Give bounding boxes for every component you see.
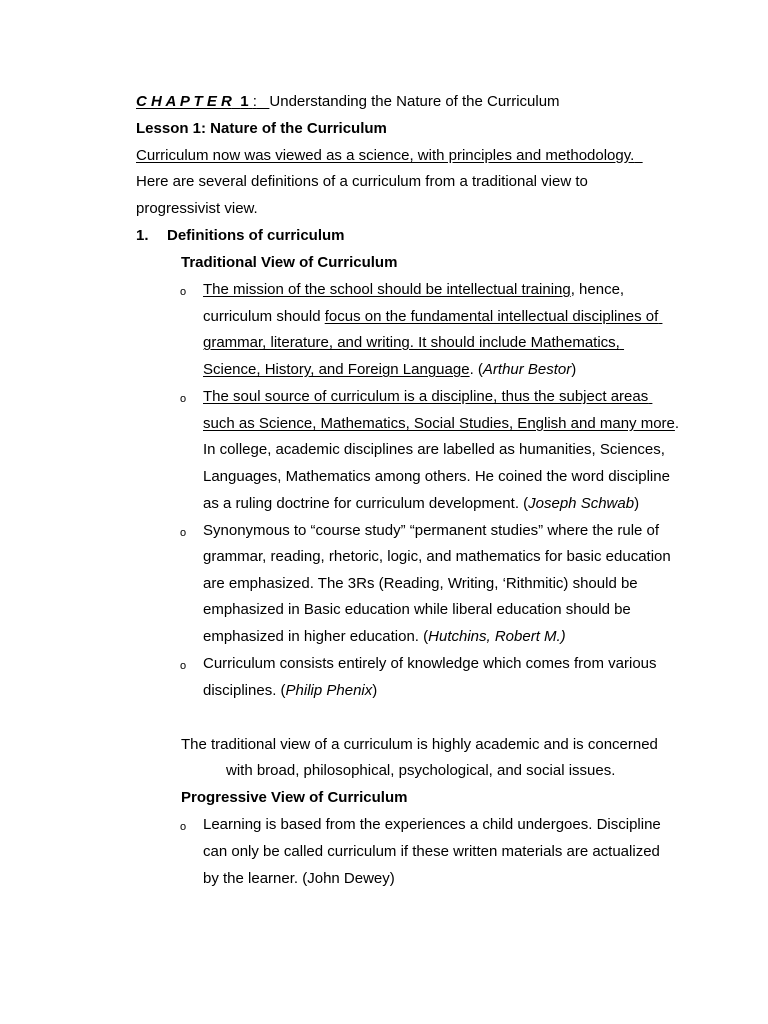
list-item-line (203, 308, 662, 326)
text: . (674, 415, 680, 432)
list-item-line (203, 361, 576, 379)
bullet-icon (180, 283, 190, 301)
text: ) (372, 682, 378, 699)
chapter-heading (136, 93, 560, 111)
author-citation: Philip Phenix (285, 682, 373, 699)
bullet-icon (180, 657, 190, 675)
text: , hence, (570, 281, 625, 298)
list-item-line (203, 334, 624, 352)
list-item-line: by the learner. (John Dewey) (203, 870, 395, 887)
underlined-text: such as Science, Mathematics, Social Studies, English and many more (203, 415, 675, 432)
summary-line-1: The traditional view of a curriculum is highly academic and is concerned (181, 736, 658, 753)
author-citation: Arthur Bestor (482, 361, 572, 378)
intro-underlined-text: Curriculum now was viewed as a science, with principles and methodology. (136, 147, 635, 164)
text: . ( (469, 361, 483, 378)
list-item-line: emphasized in Basic education while liberal education should be (203, 601, 631, 618)
summary-line-2: with broad, philosophical, psychological, and social issues. (226, 762, 616, 779)
list-item-line: can only be called curriculum if these written materials are actualized (203, 843, 660, 860)
chapter-colon: : (252, 93, 257, 110)
text: disciplines. ( (203, 682, 286, 699)
list-item-line: Languages, Mathematics among others. He coined the word discipline (203, 468, 670, 485)
author-citation: Joseph Schwab (528, 495, 635, 512)
text: ) (634, 495, 640, 512)
author-citation: Hutchins, Robert M.) (428, 628, 566, 645)
underlined-text: Science, History, and Foreign Language (203, 361, 470, 378)
lesson-title: Lesson 1: Nature of the Curriculum (136, 120, 387, 137)
list-item-line: are emphasized. The 3Rs (Reading, Writing, ‘Rithmitic) should be (203, 575, 638, 592)
chapter-number: 1 (240, 93, 249, 110)
text: emphasized in higher education. ( (203, 628, 429, 645)
list-item-line: In college, academic disciplines are labelled as humanities, Sciences, (203, 441, 665, 458)
intro-line-3: progressivist view. (136, 200, 258, 217)
underlined-text: The mission of the school should be intellectual training (203, 281, 571, 298)
list-item-line: grammar, reading, rhetoric, logic, and mathematics for basic education (203, 548, 671, 565)
bullet-icon (180, 524, 190, 542)
underlined-text: grammar, literature, and writing. It should include Mathematics, (203, 334, 620, 351)
text: as a ruling doctrine for curriculum development. ( (203, 495, 529, 512)
intro-line-2: Here are several definitions of a curriculum from a traditional view to (136, 173, 588, 190)
list-item-line: Synonymous to “course study” “permanent studies” where the rule of (203, 522, 660, 539)
list-item-line (203, 495, 639, 513)
list-item-line: Curriculum consists entirely of knowledge which comes from various (203, 655, 657, 672)
text: ) (571, 361, 577, 378)
list-item-line (203, 682, 377, 700)
list-item-line (203, 628, 566, 646)
section-number: 1. (136, 227, 149, 244)
list-item-line (203, 281, 624, 299)
bullet-icon (180, 818, 190, 836)
list-item-line: Learning is based from the experiences a child undergoes. Discipline (203, 816, 661, 833)
bullet-icon (180, 390, 190, 408)
text: curriculum should (203, 308, 325, 325)
chapter-title: Understanding the Nature of the Curriculum (269, 93, 560, 110)
section-title: Definitions of curriculum (167, 227, 345, 244)
progressive-heading: Progressive View of Curriculum (181, 789, 408, 806)
traditional-heading: Traditional View of Curriculum (181, 254, 398, 271)
underlined-text: The soul source of curriculum is a discipline, thus the subject areas (203, 388, 649, 405)
underlined-text: focus on the fundamental intellectual disciplines of (324, 308, 659, 325)
intro-underlined-line (136, 147, 643, 165)
list-item-line (203, 388, 652, 406)
list-item-line (203, 415, 679, 433)
chapter-label: C H A P T E R (136, 93, 232, 110)
